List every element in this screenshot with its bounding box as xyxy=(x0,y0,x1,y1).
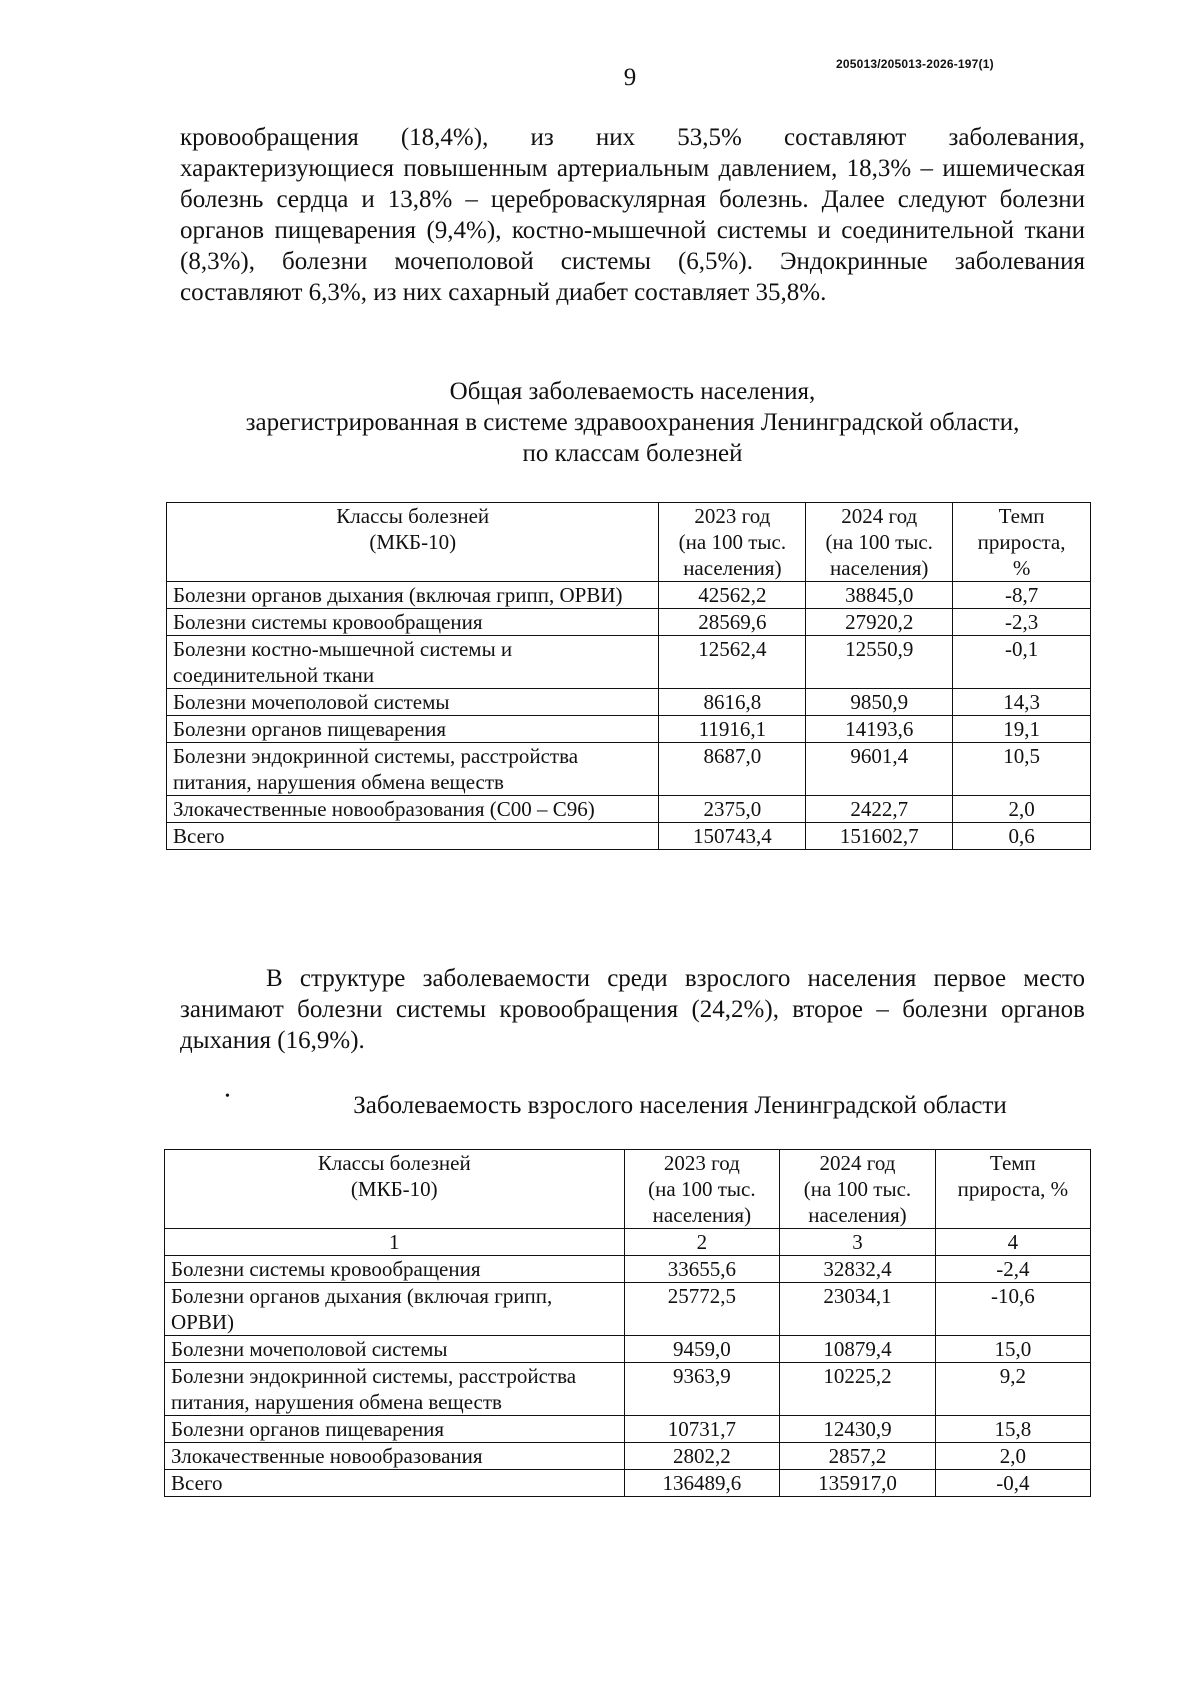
disease-class-cell: Болезни органов пищеварения xyxy=(165,1416,625,1443)
table1-title-line: зарегистрированная в системе здравоохранения Ленинградской области, xyxy=(245,409,1020,436)
table-row xyxy=(165,1363,1091,1416)
value-2023-cell: 25772,5 xyxy=(624,1283,780,1336)
value-2024-cell: 9601,4 xyxy=(806,743,953,796)
value-2023-cell: 2802,2 xyxy=(624,1443,780,1470)
disease-class-cell: Болезни системы кровообращения xyxy=(167,609,659,636)
column-number-cell: 2 xyxy=(624,1229,780,1256)
header-line: 2023 год xyxy=(663,1151,740,1175)
value-2024-cell: 135917,0 xyxy=(780,1470,936,1497)
table2-header-row xyxy=(165,1150,1091,1229)
table-row xyxy=(165,1283,1091,1336)
total-label-cell: Всего xyxy=(165,1470,625,1497)
table-row xyxy=(167,689,1091,716)
growth-rate-cell: 10,5 xyxy=(953,743,1091,796)
table1-general-morbidity xyxy=(166,502,1091,850)
growth-rate-cell: 2,0 xyxy=(953,796,1091,823)
table2-column-number-row xyxy=(165,1229,1091,1256)
table1-header-growth xyxy=(953,503,1091,582)
growth-rate-cell: 15,0 xyxy=(935,1336,1090,1363)
value-2023-cell: 150743,4 xyxy=(659,823,806,850)
table1-header-row xyxy=(167,503,1091,582)
growth-rate-cell: -0,1 xyxy=(953,636,1091,689)
column-number-cell: 1 xyxy=(165,1229,625,1256)
table1-title-line: по классам болезней xyxy=(522,440,743,467)
table-total-row xyxy=(167,823,1091,850)
value-2024-cell: 9850,9 xyxy=(806,689,953,716)
header-line: прироста, xyxy=(977,530,1066,554)
table2-title: Заболеваемость взрослого населения Ленинградской области xyxy=(353,1092,1007,1119)
paragraph-circulatory-summary: кровообращения (18,4%), из них 53,5% составляют заболевания, характеризующиеся повышенным артериальным давлением, 18,3% – ишемическая болезнь сердца и 13,8% – цереброваскулярная болезнь. Далее следуют болезни органов пищеварения (9,4%), костно-мышечной системы и соединительной ткани (8,3%), болезни мочеполовой системы (6,5%). Эндокринные заболевания составляют 6,3%, из них сахарный диабет составляет 35,8%. xyxy=(180,124,1085,306)
value-2023-cell: 2375,0 xyxy=(659,796,806,823)
value-2023-cell: 12562,4 xyxy=(659,636,806,689)
header-line: населения) xyxy=(652,1203,752,1227)
growth-rate-cell: -8,7 xyxy=(953,582,1091,609)
value-2023-cell: 11916,1 xyxy=(659,716,806,743)
disease-class-cell: Болезни органов пищеварения xyxy=(167,716,659,743)
header-line: (на 100 тыс. xyxy=(648,1177,756,1201)
header-line: (МКБ-10) xyxy=(369,530,457,554)
disease-class-cell: Злокачественные новообразования xyxy=(165,1443,625,1470)
value-2023-cell: 10731,7 xyxy=(624,1416,780,1443)
table2-header-growth xyxy=(935,1150,1090,1229)
header-line: 2024 год xyxy=(819,1151,896,1175)
table-total-row xyxy=(165,1470,1091,1497)
growth-rate-cell: 0,6 xyxy=(953,823,1091,850)
header-line: Классы болезней xyxy=(317,1151,471,1175)
table-row xyxy=(167,716,1091,743)
growth-rate-cell: -2,3 xyxy=(953,609,1091,636)
total-label-cell: Всего xyxy=(167,823,659,850)
growth-rate-cell: -0,4 xyxy=(935,1470,1090,1497)
header-line: (МКБ-10) xyxy=(350,1177,438,1201)
table2-adult-morbidity xyxy=(164,1149,1091,1497)
table-row xyxy=(165,1256,1091,1283)
header-line: 2023 год xyxy=(694,504,771,528)
header-line: (на 100 тыс. xyxy=(678,530,787,554)
disease-class-cell: Болезни костно-мышечной системы и соединительной ткани xyxy=(167,636,659,689)
table-row xyxy=(167,582,1091,609)
value-2024-cell: 23034,1 xyxy=(780,1283,936,1336)
header-line: Темп xyxy=(998,504,1045,528)
table1-title xyxy=(180,376,1085,469)
table-row xyxy=(167,609,1091,636)
table1-header-class xyxy=(167,503,659,582)
disease-class-cell: Болезни органов дыхания (включая грипп, ОРВИ) xyxy=(167,582,659,609)
value-2023-cell: 8616,8 xyxy=(659,689,806,716)
document-code: 205013/205013-2026-197(1) xyxy=(836,57,994,71)
header-line: % xyxy=(1012,556,1031,580)
value-2024-cell: 10225,2 xyxy=(780,1363,936,1416)
header-line: Темп xyxy=(989,1151,1036,1175)
table-row xyxy=(167,796,1091,823)
value-2023-cell: 33655,6 xyxy=(624,1256,780,1283)
table-row xyxy=(165,1443,1091,1470)
value-2024-cell: 32832,4 xyxy=(780,1256,936,1283)
growth-rate-cell: 2,0 xyxy=(935,1443,1090,1470)
table2-header-2024 xyxy=(780,1150,936,1229)
value-2023-cell: 8687,0 xyxy=(659,743,806,796)
header-line: населения) xyxy=(808,1203,907,1227)
value-2024-cell: 10879,4 xyxy=(780,1336,936,1363)
disease-class-cell: Болезни системы кровообращения xyxy=(165,1256,625,1283)
disease-class-cell: Болезни мочеполовой системы xyxy=(167,689,659,716)
table2-header-class xyxy=(165,1150,625,1229)
growth-rate-cell: 9,2 xyxy=(935,1363,1090,1416)
growth-rate-cell: -10,6 xyxy=(935,1283,1090,1336)
value-2024-cell: 27920,2 xyxy=(806,609,953,636)
value-2023-cell: 28569,6 xyxy=(659,609,806,636)
header-line: населения) xyxy=(830,556,929,580)
growth-rate-cell: 15,8 xyxy=(935,1416,1090,1443)
value-2024-cell: 12550,9 xyxy=(806,636,953,689)
column-number-cell: 3 xyxy=(780,1229,936,1256)
header-line: (на 100 тыс. xyxy=(803,1177,912,1201)
table-row xyxy=(165,1416,1091,1443)
disease-class-cell: Болезни органов дыхания (включая грипп, ОРВИ) xyxy=(165,1283,625,1336)
growth-rate-cell: 19,1 xyxy=(953,716,1091,743)
disease-class-cell: Болезни мочеполовой системы xyxy=(165,1336,625,1363)
disease-class-cell: Болезни эндокринной системы, расстройства питания, нарушения обмена веществ xyxy=(165,1363,625,1416)
header-line: Классы болезней xyxy=(336,504,490,528)
value-2023-cell: 9459,0 xyxy=(624,1336,780,1363)
column-number-cell: 4 xyxy=(935,1229,1090,1256)
value-2024-cell: 2857,2 xyxy=(780,1443,936,1470)
table-row xyxy=(167,636,1091,689)
table1-title-line: Общая заболеваемость населения, xyxy=(449,378,816,405)
disease-class-cell: Болезни эндокринной системы, расстройства питания, нарушения обмена веществ xyxy=(167,743,659,796)
header-line: населения) xyxy=(683,556,782,580)
header-line: прироста, % xyxy=(957,1177,1069,1201)
value-2023-cell: 9363,9 xyxy=(624,1363,780,1416)
value-2024-cell: 2422,7 xyxy=(806,796,953,823)
header-line: (на 100 тыс. xyxy=(825,530,933,554)
header-line: 2024 год xyxy=(841,504,918,528)
paragraph-adult-structure: В структуре заболеваемости среди взрослого населения первое место занимают болезни системы кровообращения (24,2%), второе – болезни органов дыхания (16,9%). xyxy=(180,965,1085,1054)
value-2024-cell: 14193,6 xyxy=(806,716,953,743)
table1-header-2023 xyxy=(659,503,806,582)
table-row xyxy=(165,1336,1091,1363)
value-2024-cell: 151602,7 xyxy=(806,823,953,850)
growth-rate-cell: 14,3 xyxy=(953,689,1091,716)
table1-header-2024 xyxy=(806,503,953,582)
table-row xyxy=(167,743,1091,796)
stray-dot-mark: • xyxy=(225,1089,230,1104)
value-2023-cell: 42562,2 xyxy=(659,582,806,609)
growth-rate-cell: -2,4 xyxy=(935,1256,1090,1283)
value-2023-cell: 136489,6 xyxy=(624,1470,780,1497)
page-number: 9 xyxy=(623,64,637,91)
disease-class-cell: Злокачественные новообразования (С00 – С96) xyxy=(167,796,659,823)
value-2024-cell: 38845,0 xyxy=(806,582,953,609)
table2-header-2023 xyxy=(624,1150,780,1229)
value-2024-cell: 12430,9 xyxy=(780,1416,936,1443)
